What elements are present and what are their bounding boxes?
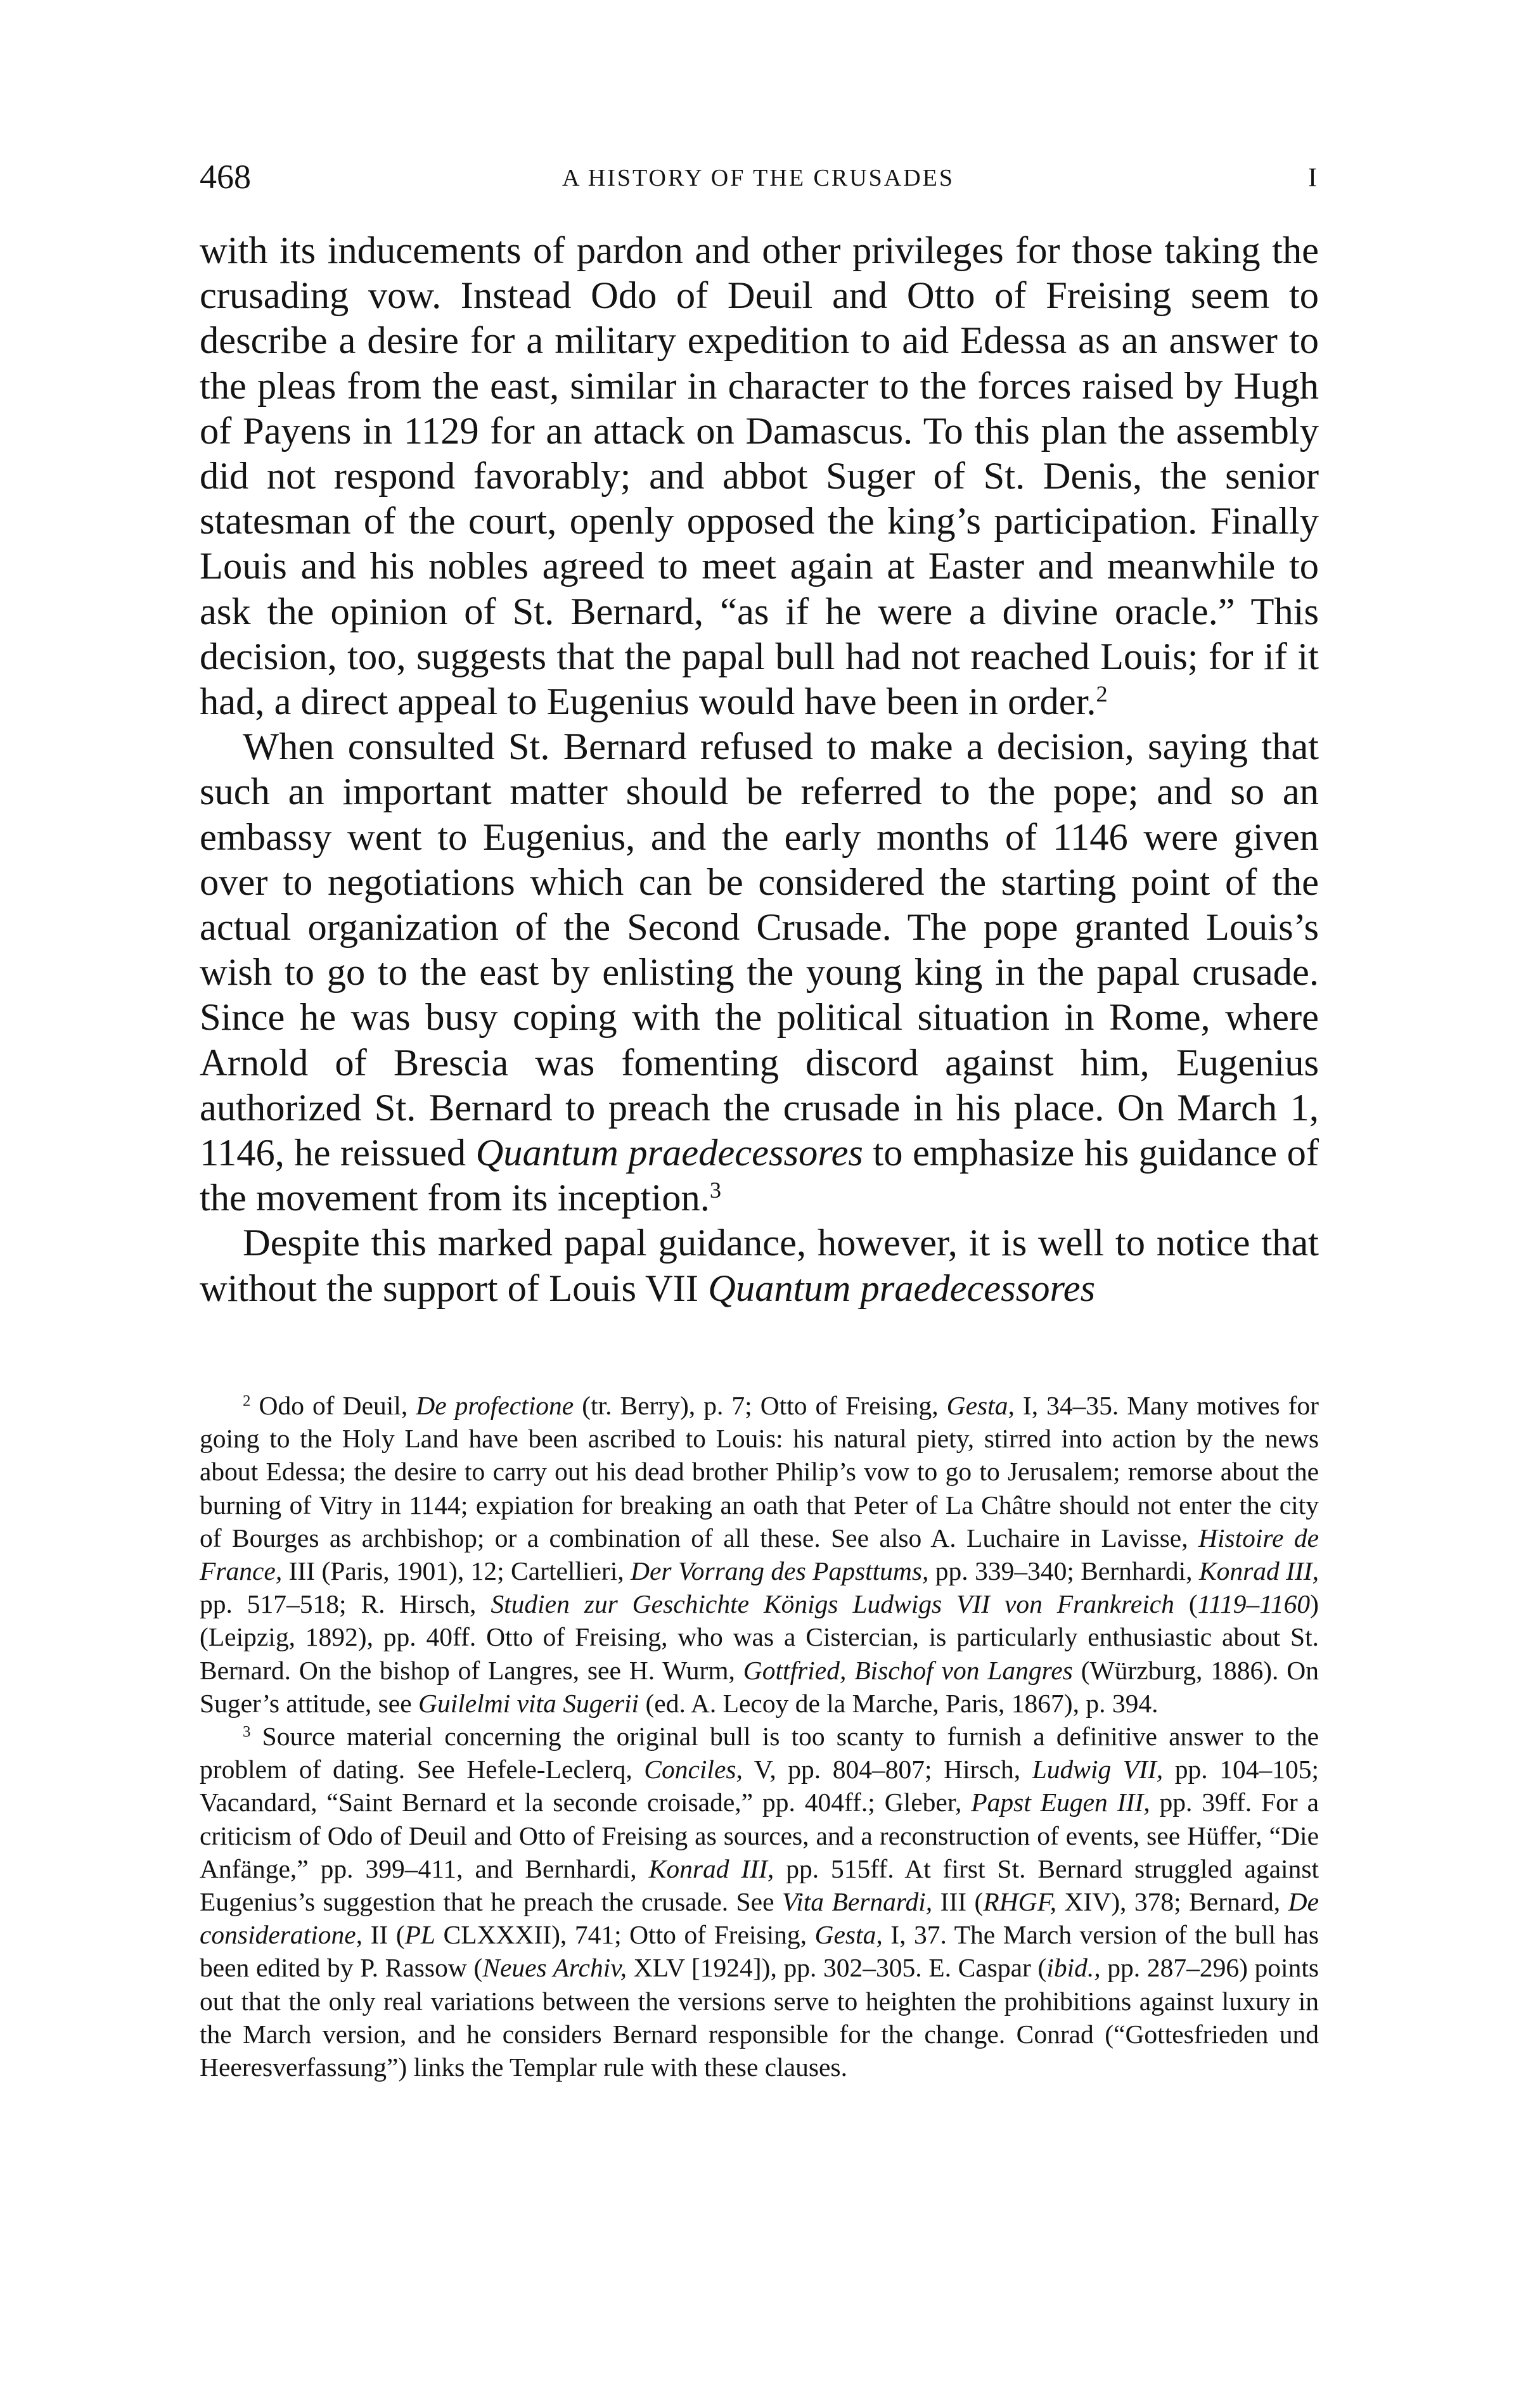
footnote-3-text: I, 37. The March version of the bull has been edited by P. Rassow ( xyxy=(200,1920,1319,1983)
footnote-3-text: III ( xyxy=(932,1887,984,1917)
paragraph-3-title: Quantum praedecessores xyxy=(708,1267,1096,1310)
footnote-3-italic: Konrad III, xyxy=(648,1854,774,1883)
footnote-2-text: (Würzburg, 1886). On Suger’s attitude, see xyxy=(200,1655,1319,1718)
footnote-3-text: XLV [1924]), pp. 302–305. E. Caspar ( xyxy=(626,1953,1047,1983)
footnote-3-italic: PL xyxy=(404,1920,435,1950)
footnote-2-text: ( xyxy=(1174,1589,1198,1619)
footnote-2-text: ) (Leipzig, 1892), pp. 40ff. Otto of Freising, who was a Cistercian, is particularly enthusiastic about St. Bernard. On the bishop of Langres, see H. Wurm, xyxy=(200,1589,1319,1685)
footnote-3-text: II ( xyxy=(363,1920,405,1950)
footnote-3-text: V, pp. 804–807; Hirsch, xyxy=(742,1755,1032,1784)
paragraph-3 xyxy=(200,1220,1319,1310)
paragraph-2-text-b: to emphasize his guidance of the movement from its inception. xyxy=(200,1132,1319,1220)
footnote-3-italic: Neues Archiv, xyxy=(482,1953,627,1983)
footnote-3 xyxy=(200,1720,1319,2084)
footnote-2-mark: 2 xyxy=(243,1392,251,1410)
footnote-3-italic: Papst Eugen III, xyxy=(971,1788,1150,1817)
main-text xyxy=(200,228,1319,1311)
footnote-3-italic: Vita Bernardi, xyxy=(781,1887,933,1917)
footnote-3-text: pp. 515ff. At first St. Bernard struggled against Eugenius’s suggestion that he preach the crusade. See xyxy=(200,1854,1319,1917)
footnote-3-text: pp. 104–105; Vacandard, “Saint Bernard et la seconde croisade,” pp. 404ff.; Gleber, xyxy=(200,1755,1319,1817)
footnote-3-italic: RHGF, xyxy=(983,1887,1057,1917)
footnotes xyxy=(200,1389,1319,2084)
footnote-2-italic: Guilelmi vita Sugerii xyxy=(418,1688,639,1718)
footnote-2-text: (tr. Berry), p. 7; Otto of Freising, xyxy=(574,1391,947,1420)
footnote-2-text: Odo of Deuil, xyxy=(250,1391,416,1420)
paragraph-1-text: with its inducements of pardon and other privileges for those taking the crusading vow. Instead Odo of Deuil and Otto of Freising seem to describe a desire for a military expedition to aid Edessa as an answer to the pleas from the east, similar in character to the forces raised by Hugh of Payens in 1129 for an attack on Damascus. To this plan the assembly did not respond favorably; and abbot Suger of St. Denis, the senior statesman of the court, openly opposed the king’s participation. Finally Louis and his nobles agreed to meet again at Easter and meanwhile to ask the opinion of St. Bernard, “as if he were a divine oracle.” This decision, too, suggests that the papal bull had not reached Louis; for if it had, a direct appeal to Eugenius would have been in order. xyxy=(200,229,1319,724)
footnote-3-italic: De consideratione, xyxy=(200,1887,1319,1950)
footnote-2-italic: 1119–1160 xyxy=(1197,1589,1311,1619)
footnote-3-text: Source material concerning the original bull is too scanty to furnish a definitive answer to the problem of dating. See Hefele-Leclerq, xyxy=(200,1722,1319,1784)
footnote-2-italic: Studien zur Geschichte Königs Ludwigs VII von Frankreich xyxy=(491,1589,1174,1619)
page-number: 468 xyxy=(200,158,251,196)
paragraph-1 xyxy=(200,228,1319,724)
footnote-2 xyxy=(200,1389,1319,1720)
paragraph-2-title: Quantum praedecessores xyxy=(475,1132,863,1175)
footnote-2-italic: De profectione xyxy=(416,1391,574,1420)
footnote-2-italic: Gesta, xyxy=(946,1391,1015,1420)
paragraph-3-text: Despite this marked papal guidance, however, it is well to notice that without the support of Louis VII xyxy=(200,1222,1319,1310)
footnote-3-text: CLXXXII), 741; Otto of Freising, xyxy=(435,1920,815,1950)
footnote-3-italic: ibid., xyxy=(1046,1953,1101,1983)
paragraph-2-text-a: When consulted St. Bernard refused to make a decision, saying that such an important matter should be referred to the pope; and so an embassy went to Eugenius, and the early months of 1146 were given over to negotiations which can be considered the starting point of the actual organization of the Second Crusade. The pope granted Louis’s wish to go to the east by enlisting the young king in the papal crusade. Since he was busy coping with the political situation in Rome, where Arnold of Brescia was fomenting discord against him, Eugenius authorized St. Bernard to preach the crusade in his place. On March 1, 1146, he reissued xyxy=(200,726,1319,1175)
footnote-3-text: XIV), 378; Bernard, xyxy=(1056,1887,1288,1917)
footnote-3-italic: Conciles, xyxy=(644,1755,743,1784)
footnote-2-italic: Konrad III, xyxy=(1198,1556,1319,1586)
footnote-2-text: I, 34–35. Many motives for going to the Holy Land have been ascribed to Louis: his natural piety, stirred into action by the news about Edessa; the desire to carry out his dead brother Philip’s vow to go to Jerusalem; remorse about the burning of Vitry in 1144; expiation for breaking an oath that Peter of La Châtre should not enter the city of Bourges as archbishop; or a combination of all these. See also A. Luchaire in Lavisse, xyxy=(200,1391,1319,1553)
footnote-2-text: pp. 339–340; Bernhardi, xyxy=(928,1556,1199,1586)
footnote-3-text: pp. 287–296) points out that the only real variations between the versions serve to heighten the prohibitions against luxury in the March version, and he considers Bernard responsible for the change. Conrad (“Gottesfrieden und Heeresverfassung”) links the Templar rule with these clauses. xyxy=(200,1953,1319,2082)
footnote-ref-3: 3 xyxy=(709,1177,721,1203)
paragraph-2 xyxy=(200,724,1319,1220)
footnote-2-text: pp. 517–518; R. Hirsch, xyxy=(200,1589,491,1619)
footnote-3-italic: Ludwig VII, xyxy=(1032,1755,1164,1784)
running-title: A HISTORY OF THE CRUSADES xyxy=(562,165,955,191)
volume-number: I xyxy=(1308,163,1317,193)
footnote-3-italic: Gesta, xyxy=(814,1920,883,1950)
footnote-2-italic: Gottfried, Bischof von Langres xyxy=(743,1655,1073,1685)
footnote-2-text: (ed. A. Lecoy de la Marche, Paris, 1867), p. 394. xyxy=(639,1688,1158,1718)
running-header xyxy=(200,158,1317,203)
footnote-2-text: III (Paris, 1901), 12; Cartellieri, xyxy=(282,1556,631,1586)
footnote-ref-2: 2 xyxy=(1096,681,1108,707)
footnote-2-italic: Histoire de France, xyxy=(200,1523,1319,1586)
footnote-3-text: pp. 39ff. For a criticism of Odo of Deuil and Otto of Freising as sources, and a reconstruction of events, see Hüffer, “Die Anfänge,” pp. 399–411, and Bernhardi, xyxy=(200,1788,1319,1883)
footnote-3-mark: 3 xyxy=(243,1723,251,1741)
footnote-2-italic: Der Vorrang des Papsttums, xyxy=(631,1556,929,1586)
